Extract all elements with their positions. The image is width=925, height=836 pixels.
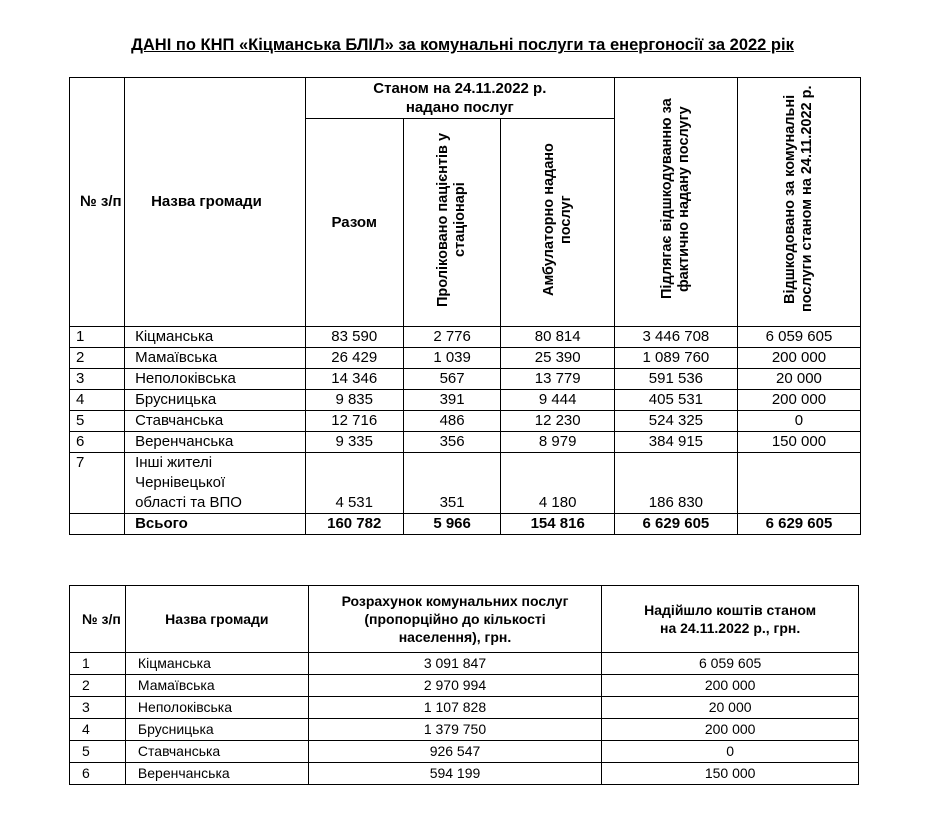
utility-calc-table	[69, 585, 859, 785]
cell-total: 83 590	[305, 327, 403, 348]
table-row	[70, 432, 861, 453]
cell-outpatient: 12 230	[501, 411, 614, 432]
table-row	[70, 675, 859, 697]
cell-name: Неполоківська	[125, 369, 306, 390]
cell-n: 5	[70, 411, 125, 432]
cell-name: Кіцманська	[125, 327, 306, 348]
table-row	[70, 719, 859, 741]
t2-header-name: Назва громади	[125, 586, 308, 653]
cell-name: Ставчанська	[125, 741, 308, 763]
t2-header-received: Надійшло коштів станом на 24.11.2022 р., грн.	[602, 586, 859, 653]
cell-received: 0	[602, 741, 859, 763]
table-row	[70, 763, 859, 785]
cell-inpatient: 567	[403, 369, 501, 390]
t2-header-num: № з/п	[70, 586, 126, 653]
cell-name: Брусницька	[125, 719, 308, 741]
cell-received: 6 059 605	[602, 653, 859, 675]
cell-n: 1	[70, 327, 125, 348]
cell-n: 6	[70, 763, 126, 785]
cell-inpatient: 2 776	[403, 327, 501, 348]
cell-calc: 1 107 828	[308, 697, 602, 719]
cell-inpatient: 391	[403, 390, 501, 411]
cell-n: 1	[70, 653, 126, 675]
header-total: Разом	[305, 119, 403, 327]
table-row	[70, 741, 859, 763]
cell-calc: 2 970 994	[308, 675, 602, 697]
cell-n: 4	[70, 719, 126, 741]
cell-total: 12 716	[305, 411, 403, 432]
totals-row: Всього 160 782 5 966 154 816 6 629 605 6 629 605	[70, 514, 861, 535]
cell-total: 14 346	[305, 369, 403, 390]
cell-inpatient: 1 039	[403, 348, 501, 369]
services-table	[69, 77, 861, 535]
cell-total: 9 835	[305, 390, 403, 411]
cell-received: 150 000	[602, 763, 859, 785]
cell-total: 9 335	[305, 432, 403, 453]
table-row	[70, 653, 859, 675]
table-row	[70, 697, 859, 719]
cell-n: 3	[70, 697, 126, 719]
cell-inpatient: 356	[403, 432, 501, 453]
header-reimbursed: Відшкодовано за комунальні послуги станом на 24.11.2022 р.	[737, 78, 860, 327]
cell-name: Неполоківська	[125, 697, 308, 719]
cell-n: 5	[70, 741, 126, 763]
table-row	[70, 390, 861, 411]
row7-name: Інші жителі Чернівецької області та ВПО	[125, 453, 306, 514]
cell-to-reimburse: 405 531	[614, 390, 737, 411]
cell-name: Брусницька	[125, 390, 306, 411]
cell-inpatient: 486	[403, 411, 501, 432]
cell-n: 2	[70, 348, 125, 369]
cell-name: Веренчанська	[125, 432, 306, 453]
cell-reimbursed: 0	[737, 411, 860, 432]
cell-received: 20 000	[602, 697, 859, 719]
cell-to-reimburse: 3 446 708	[614, 327, 737, 348]
header-group: Станом на 24.11.2022 р. надано послуг	[305, 78, 614, 119]
table-row	[70, 369, 861, 390]
cell-name: Ставчанська	[125, 411, 306, 432]
cell-outpatient: 80 814	[501, 327, 614, 348]
cell-n: 4	[70, 390, 125, 411]
cell-reimbursed: 200 000	[737, 390, 860, 411]
table-row	[70, 411, 861, 432]
cell-received: 200 000	[602, 719, 859, 741]
header-inpatient: Проліковано пацієнтів у стаціонарі	[403, 119, 501, 327]
cell-name: Мамаївська	[125, 348, 306, 369]
header-name: Назва громади	[125, 78, 306, 327]
table-row	[70, 348, 861, 369]
table-row	[70, 327, 861, 348]
header-to-reimburse: Підлягає відшкодуванню за фактично надану послугу	[614, 78, 737, 327]
cell-to-reimburse: 524 325	[614, 411, 737, 432]
t2-header-calc: Розрахунок комунальних послуг (пропорційно до кількості населення), грн.	[308, 586, 602, 653]
cell-calc: 3 091 847	[308, 653, 602, 675]
header-outpatient: Амбулаторно надано послуг	[501, 119, 614, 327]
table-row: 7 Інші жителі Чернівецької області та ВПО 4 531 351 4 180 186 830	[70, 453, 861, 514]
cell-reimbursed: 6 059 605	[737, 327, 860, 348]
cell-reimbursed: 20 000	[737, 369, 860, 390]
cell-n: 2	[70, 675, 126, 697]
cell-outpatient: 9 444	[501, 390, 614, 411]
cell-total: 26 429	[305, 348, 403, 369]
cell-to-reimburse: 1 089 760	[614, 348, 737, 369]
cell-outpatient: 25 390	[501, 348, 614, 369]
cell-reimbursed: 150 000	[737, 432, 860, 453]
cell-calc: 926 547	[308, 741, 602, 763]
cell-name: Кіцманська	[125, 653, 308, 675]
document-title: ДАНІ по КНП «Кіцманська БЛІЛ» за комунальні послуги та енергоносії за 2022 рік	[131, 36, 794, 54]
cell-received: 200 000	[602, 675, 859, 697]
header-num: № з/п	[70, 78, 125, 327]
cell-to-reimburse: 591 536	[614, 369, 737, 390]
cell-calc: 594 199	[308, 763, 602, 785]
cell-n: 6	[70, 432, 125, 453]
cell-outpatient: 13 779	[501, 369, 614, 390]
cell-reimbursed: 200 000	[737, 348, 860, 369]
cell-name: Мамаївська	[125, 675, 308, 697]
cell-n: 3	[70, 369, 125, 390]
cell-name: Веренчанська	[125, 763, 308, 785]
cell-outpatient: 8 979	[501, 432, 614, 453]
cell-calc: 1 379 750	[308, 719, 602, 741]
cell-to-reimburse: 384 915	[614, 432, 737, 453]
